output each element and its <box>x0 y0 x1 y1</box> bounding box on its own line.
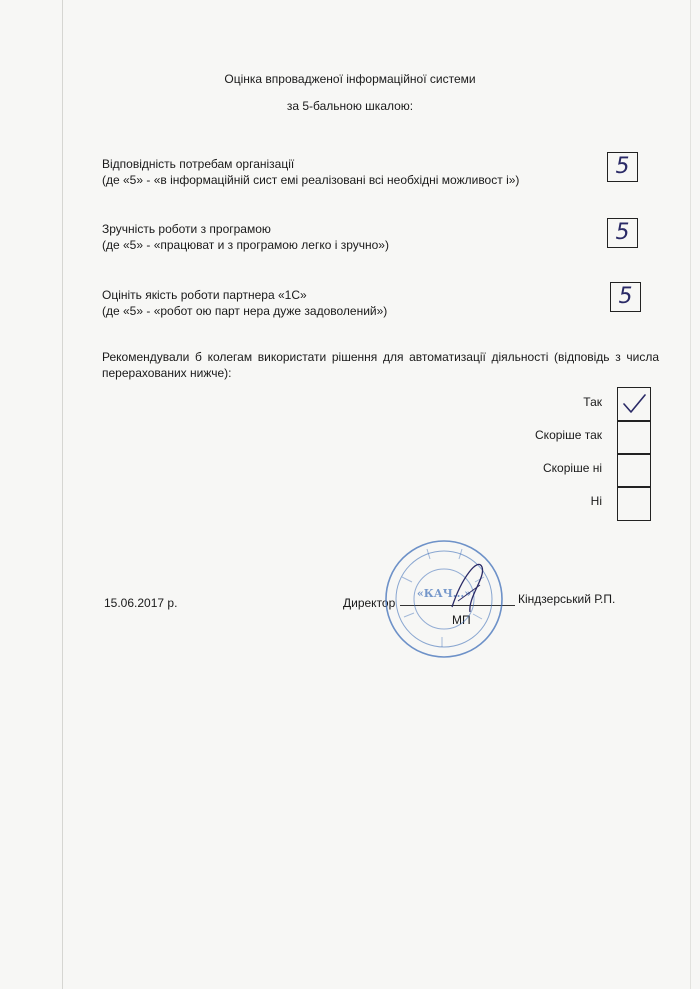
option-label-no: Ні <box>590 494 602 508</box>
official-stamp-icon <box>382 537 507 662</box>
signatory-name: Кіндзерський Р.П. <box>518 592 616 606</box>
criterion-1-hint: (де «5» - «в інформаційній сист емі реалізовані всі необхідні можливост і») <box>102 173 520 187</box>
scan-edge-left <box>62 0 63 989</box>
svg-text:«КАЧ...»: «КАЧ...» <box>416 587 472 600</box>
seal-placeholder: МП <box>452 613 471 627</box>
option-label-yes: Так <box>583 395 602 409</box>
option-checkbox-no[interactable] <box>617 486 651 521</box>
criterion-3-score: 5 <box>618 284 633 309</box>
criterion-1-label: Відповідність потребам організації <box>102 157 295 171</box>
criterion-3-score-box[interactable] <box>610 282 641 312</box>
option-label-rather-yes: Скоріше так <box>535 428 602 442</box>
criterion-3-hint: (де «5» - «робот ою парт нера дуже задоволений») <box>102 304 388 318</box>
option-label-rather-no: Скоріше ні <box>543 461 602 475</box>
criterion-2-score-box[interactable] <box>607 218 638 248</box>
criterion-2-hint: (де «5» - «працюват и з програмою легко і зручно») <box>102 238 389 252</box>
option-checkbox-yes[interactable] <box>617 387 651 422</box>
recommend-question: Рекомендували б колегам використати рішення для автоматизації діяльності (відповідь з числа перерахованих нижче): <box>102 350 659 380</box>
signatory-position: Директор <box>343 596 396 610</box>
option-checkbox-rather-no[interactable] <box>617 453 651 488</box>
document-subtitle: за 5-бальною шкалою: <box>286 99 414 113</box>
checkmark-icon <box>618 388 650 421</box>
criterion-1-score-box[interactable] <box>607 152 638 182</box>
scan-edge-right <box>690 0 691 989</box>
signature-date: 15.06.2017 р. <box>104 596 178 610</box>
option-checkbox-rather-yes[interactable] <box>617 420 651 455</box>
criterion-2-label: Зручність роботи з програмою <box>102 222 271 236</box>
document-title: Оцінка впровадженої інформаційної системи <box>224 72 476 86</box>
criterion-2-score: 5 <box>615 220 630 245</box>
criterion-1-score: 5 <box>615 154 630 179</box>
criterion-3-label: Оцініть якість роботи партнера «1С» <box>102 288 307 302</box>
